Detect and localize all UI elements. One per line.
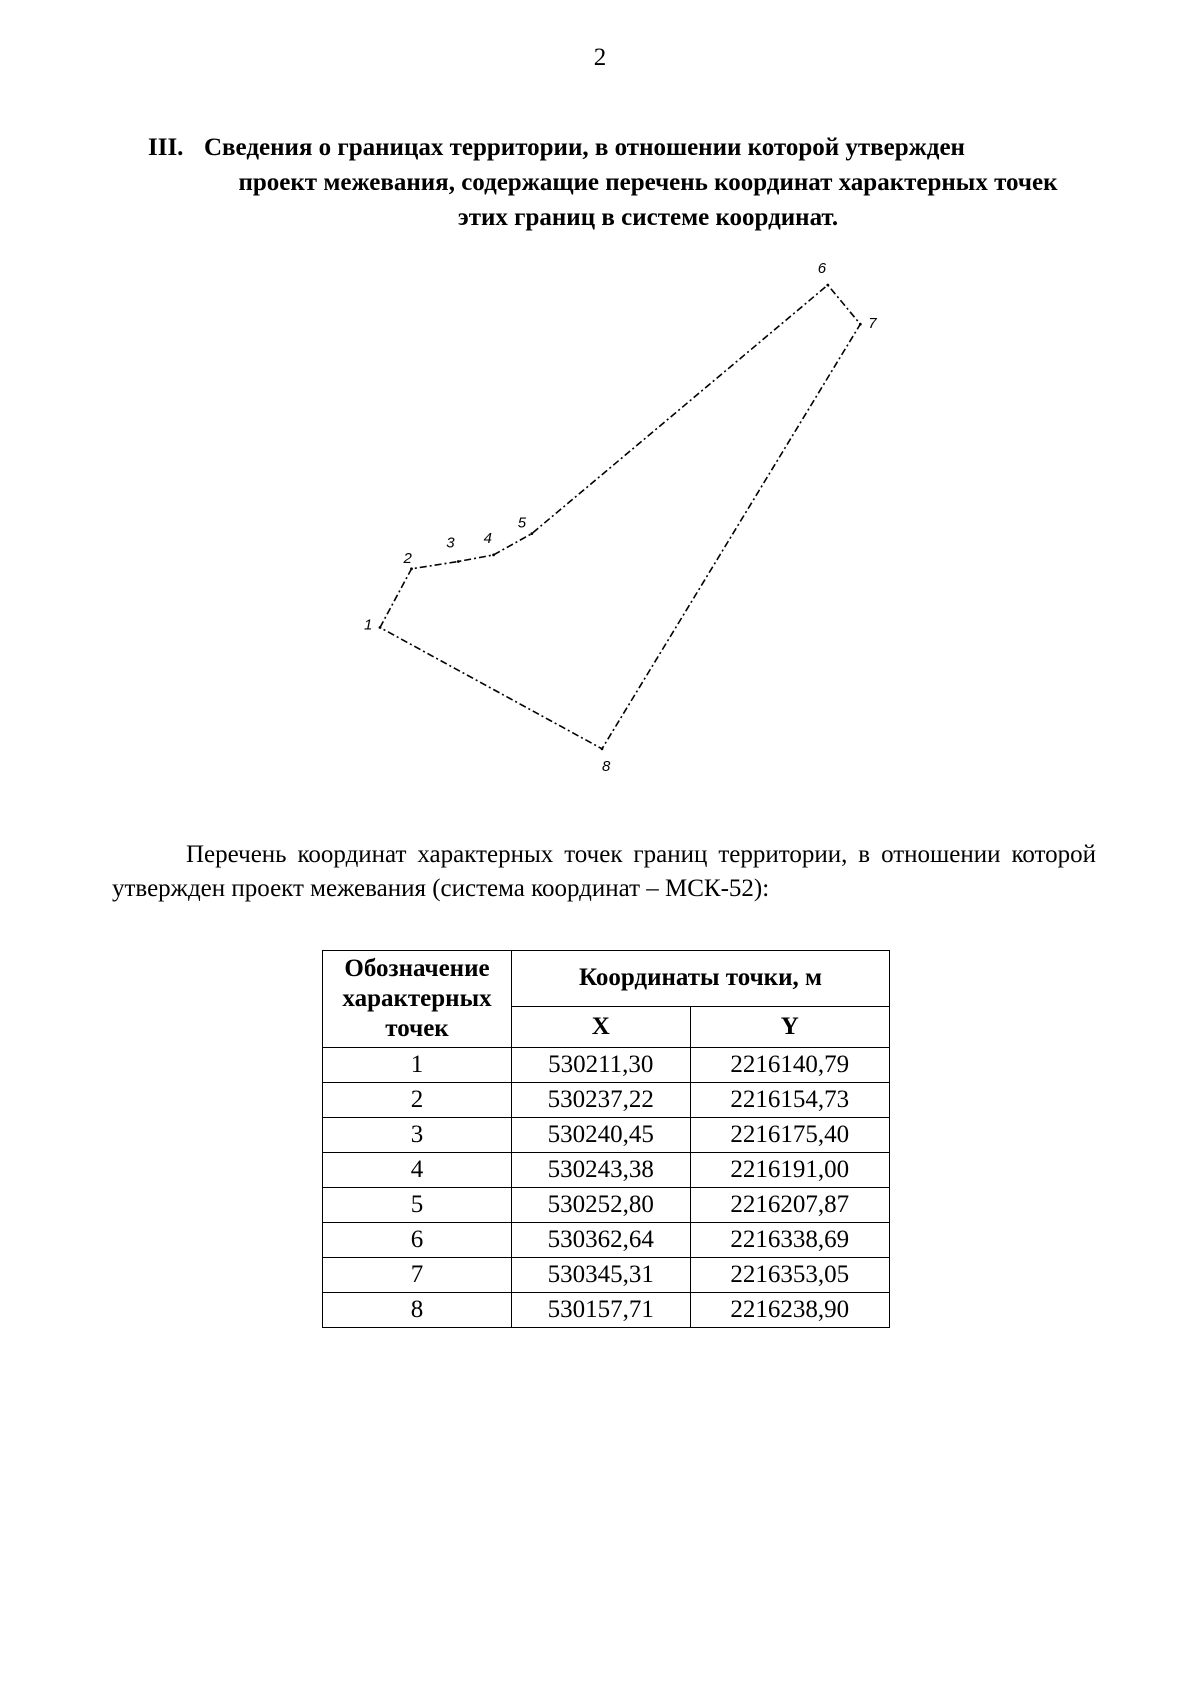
heading-numeral: III. xyxy=(148,134,184,161)
x-cell: 530243,38 xyxy=(512,1153,691,1188)
x-cell: 530211,30 xyxy=(512,1048,691,1083)
point-label-8: 8 xyxy=(602,757,611,775)
table-row xyxy=(323,1118,890,1153)
x-cell: 530157,71 xyxy=(512,1293,691,1328)
point-cell: 5 xyxy=(323,1188,512,1223)
table-row xyxy=(323,1083,890,1118)
boundary-point-4 xyxy=(492,554,495,557)
table-row xyxy=(323,1153,890,1188)
point-cell: 8 xyxy=(323,1293,512,1328)
point-label-6: 6 xyxy=(817,260,827,277)
heading-line-1-text: Сведения о границах территории, в отношении которой утвержден xyxy=(204,134,965,161)
x-cell: 530345,31 xyxy=(512,1258,691,1293)
boundary-scheme xyxy=(350,255,910,815)
boundary-point-7 xyxy=(859,323,862,326)
point-label-2: 2 xyxy=(403,549,412,567)
header-coordinates: Координаты точки, м xyxy=(512,951,890,1007)
coordinates-intro-paragraph: Перечень координат характерных точек границ территории, в отношении которой утвержден проект межевания (система координат – МСК-52): xyxy=(112,841,1096,902)
boundary-point-6 xyxy=(826,284,829,287)
point-label-5: 5 xyxy=(517,514,527,532)
y-cell: 2216207,87 xyxy=(690,1188,889,1223)
y-cell: 2216338,69 xyxy=(690,1223,889,1258)
x-cell: 530240,45 xyxy=(512,1118,691,1153)
point-cell: 2 xyxy=(323,1083,512,1118)
boundary-point-3 xyxy=(457,560,460,563)
boundary-point-2 xyxy=(410,567,413,570)
table-row xyxy=(323,1258,890,1293)
table-row xyxy=(323,1188,890,1223)
point-label-1: 1 xyxy=(364,616,373,634)
page-number: 2 xyxy=(593,44,607,71)
y-cell: 2216140,79 xyxy=(690,1048,889,1083)
point-label-3: 3 xyxy=(446,534,455,552)
header-x: X xyxy=(512,1006,691,1047)
point-label-4: 4 xyxy=(483,529,492,547)
x-cell: 530252,80 xyxy=(512,1188,691,1223)
boundary-point-5 xyxy=(530,532,533,535)
point-cell: 6 xyxy=(323,1223,512,1258)
table-row xyxy=(323,1048,890,1083)
point-cell: 7 xyxy=(323,1258,512,1293)
point-label-7: 7 xyxy=(868,315,877,333)
y-cell: 2216238,90 xyxy=(690,1293,889,1328)
y-cell: 2216175,40 xyxy=(690,1118,889,1153)
heading-line-2: проект межевания, содержащие перечень координат характерных точек xyxy=(238,169,1058,196)
heading-line-1 xyxy=(148,130,1128,165)
header-point-designation: Обозначение характерных точек xyxy=(323,951,512,1048)
heading-line-3: этих границ в системе координат. xyxy=(457,204,839,231)
y-cell: 2216353,05 xyxy=(690,1258,889,1293)
point-cell: 4 xyxy=(323,1153,512,1188)
point-cell: 1 xyxy=(323,1048,512,1083)
table-row xyxy=(323,1293,890,1328)
table-row xyxy=(323,1223,890,1258)
point-cell: 3 xyxy=(323,1118,512,1153)
header-y: Y xyxy=(690,1006,889,1047)
coordinates-table xyxy=(322,950,890,1328)
y-cell: 2216191,00 xyxy=(690,1153,889,1188)
boundary-point-1 xyxy=(379,626,382,629)
section-heading xyxy=(148,130,1128,235)
x-cell: 530237,22 xyxy=(512,1083,691,1118)
boundary-point-8 xyxy=(601,747,604,750)
boundary-line xyxy=(380,285,860,749)
y-cell: 2216154,73 xyxy=(690,1083,889,1118)
x-cell: 530362,64 xyxy=(512,1223,691,1258)
